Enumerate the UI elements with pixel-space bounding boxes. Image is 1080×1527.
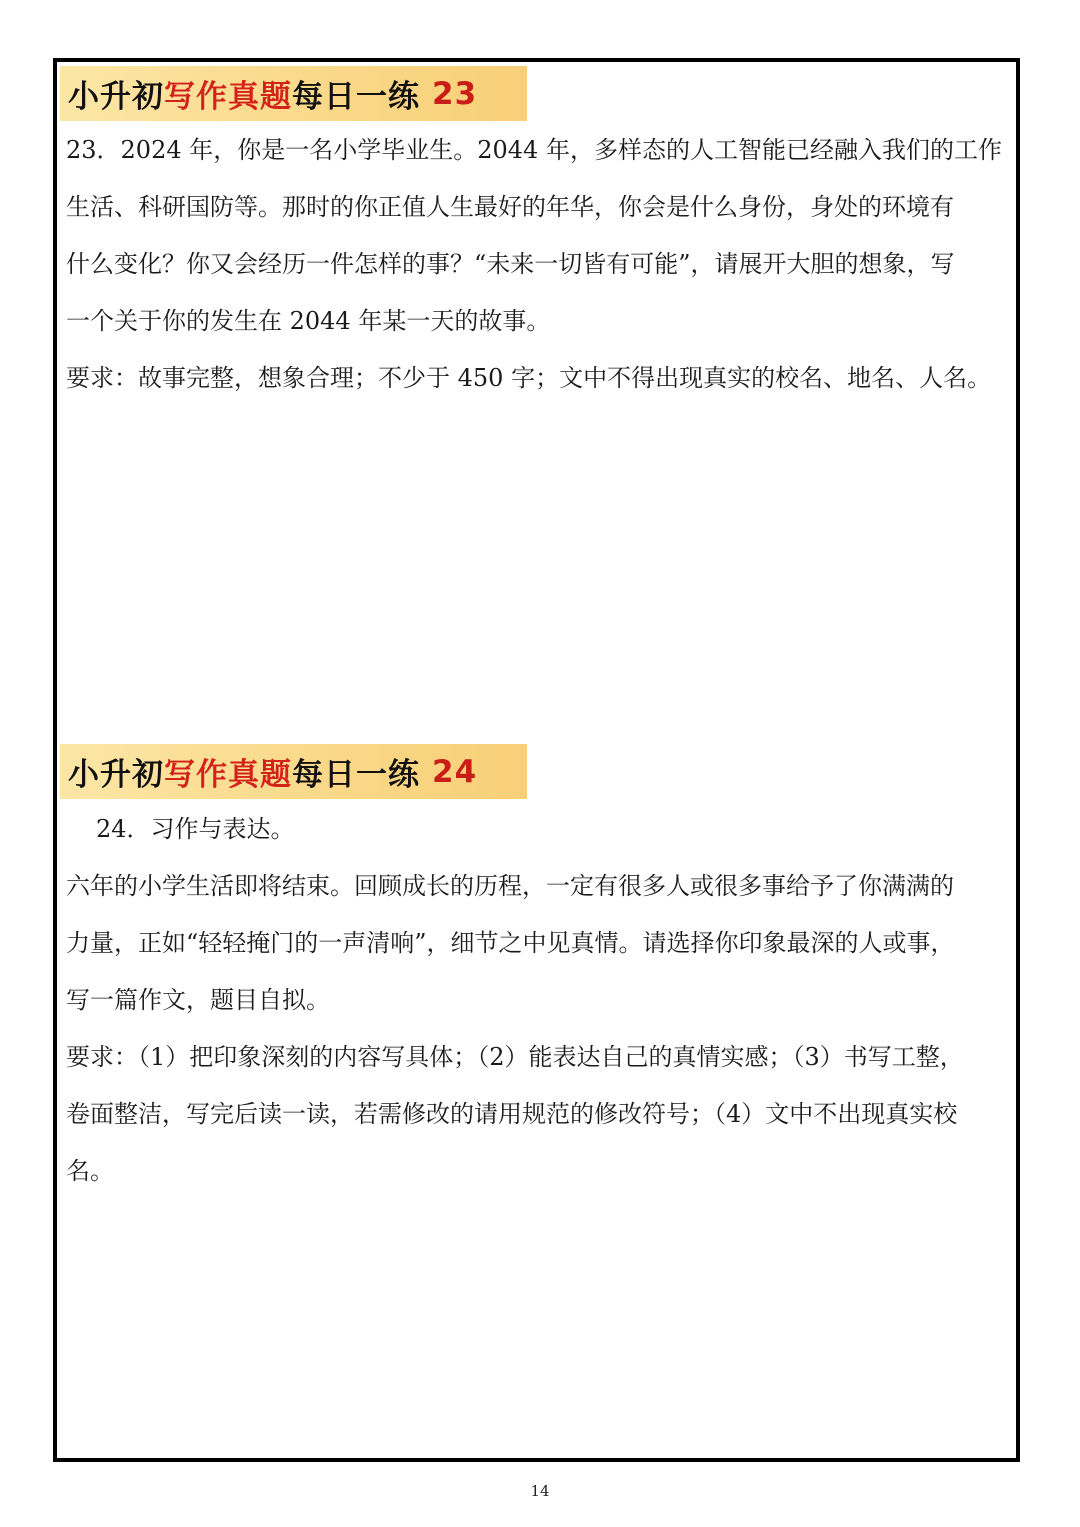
question-24-line-2: 力量，正如“轻轻掩门的一声清响”，细节之中见真情。请选择你印象最深的人或事， xyxy=(66,929,955,957)
section-heading-24 xyxy=(60,744,527,799)
heading-suffix: 每日一练 xyxy=(292,79,420,115)
question-23-line-3: 什么变化？你又会经历一件怎样的事？“未来一切皆有可能”，请展开大胆的想象，写 xyxy=(66,250,955,278)
question-24-line-3: 写一篇作文，题目自拟。 xyxy=(66,986,330,1014)
question-23-line-2: 生活、科研国防等。那时的你正值人生最好的年华，你会是什么身份，身处的环境有 xyxy=(66,193,954,221)
question-23-line-4: 一个关于你的发生在 2044 年某一天的故事。 xyxy=(66,307,551,335)
heading-highlight: 写作真题 xyxy=(164,79,292,115)
heading-prefix: 小升初 xyxy=(68,757,164,793)
heading-number: 24 xyxy=(432,753,478,790)
requirement-24-line-1: 要求：（1）把印象深刻的内容写具体；（2）能表达自己的真情实感；（3）书写工整， xyxy=(66,1043,964,1071)
requirement-23: 要求：故事完整，想象合理；不少于 450 字；文中不得出现真实的校名、地名、人名。 xyxy=(66,364,992,392)
question-24-title: 24．习作与表达。 xyxy=(96,815,295,843)
heading-number: 23 xyxy=(432,75,478,112)
heading-highlight: 写作真题 xyxy=(164,757,292,793)
section-heading-23 xyxy=(60,66,527,121)
requirement-24-line-3: 名。 xyxy=(66,1157,114,1185)
heading-prefix: 小升初 xyxy=(68,79,164,115)
question-23-line-1: 23．2024 年，你是一名小学毕业生。2044 年，多样态的人工智能已经融入我们的工作 xyxy=(66,136,1002,164)
page-number: 14 xyxy=(530,1482,550,1500)
requirement-24-line-2: 卷面整洁，写完后读一读，若需修改的请用规范的修改符号；（4）文中不出现真实校 xyxy=(66,1100,958,1128)
heading-suffix: 每日一练 xyxy=(292,757,420,793)
question-24-line-1: 六年的小学生活即将结束。回顾成长的历程，一定有很多人或很多事给予了你满满的 xyxy=(66,872,954,900)
